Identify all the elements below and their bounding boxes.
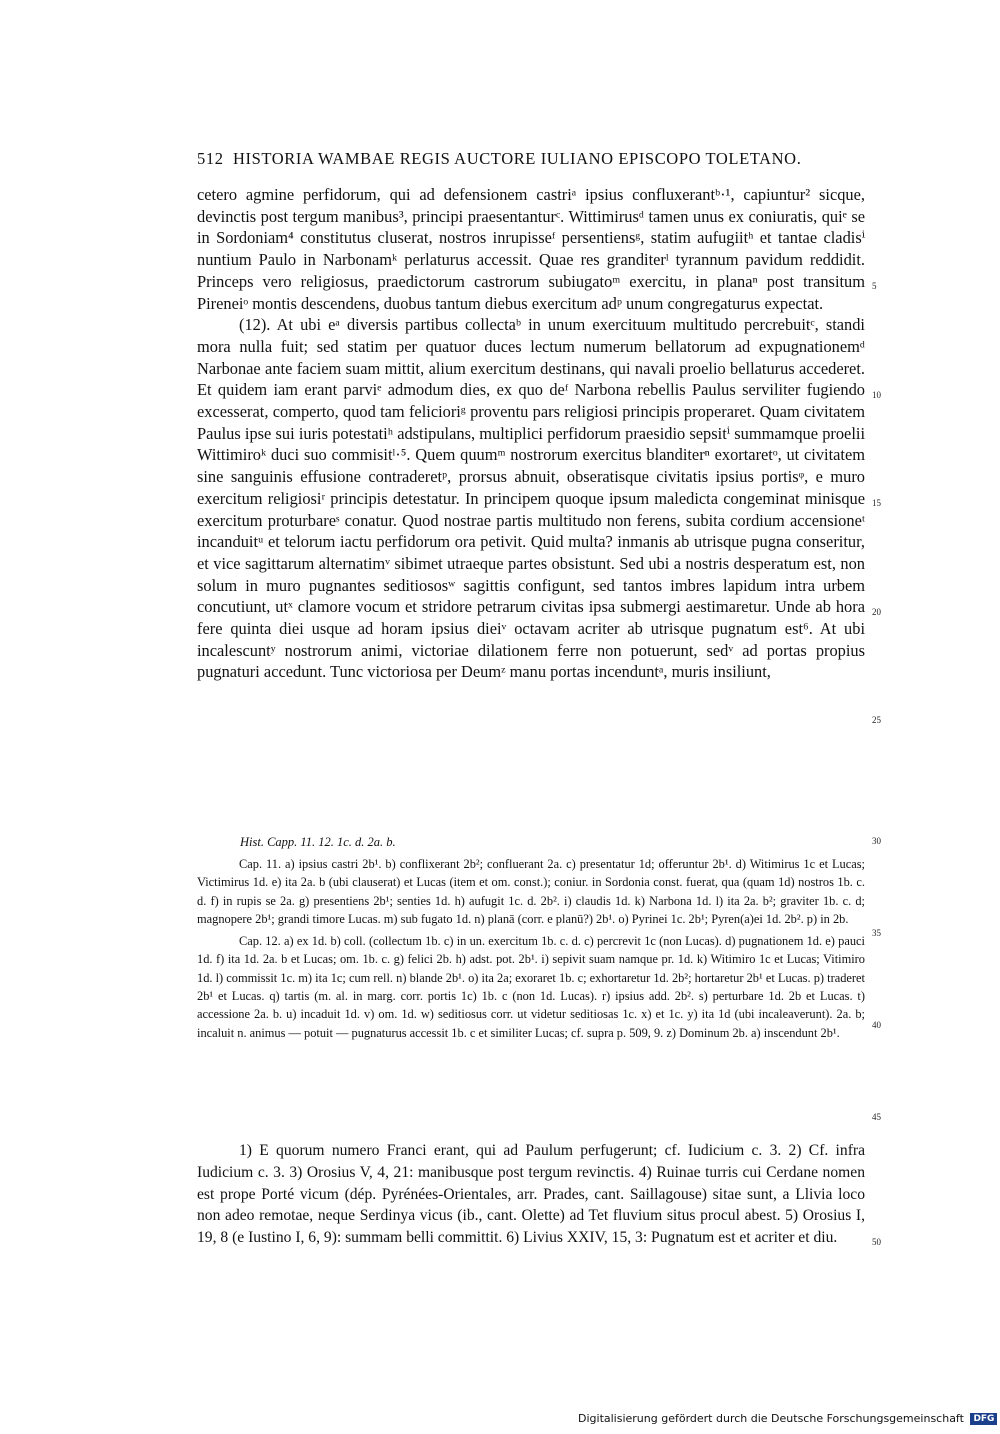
apparatus-chapter-12: Cap. 12. a) ex 1d. b) coll. (collectum 1b. c) in un. exercitum 1b. c. d. c) percrevit 1c (non Lucas). d) pugnationem 1d. e) pauci 1d. f) ita 1d. 2a. b et Lucas; om. 1b. c. g) felici 2b. h) adst. pot. 2b¹. i) sepivit suam namque pr. 1d. k) Witimiro 1c et Lucas; Vitimiro 1d. l) commissit 1c. m) ita 1c; cum rell. n) blande 2b¹. o) ita 2a; exoraret 1b. c; exhortaretur 1d. 2b²; hortaretur 2b¹ et Lucas. p) traderet 2b¹ et Lucas. q) tartis (m. al. in marg. corr. portis 1c) 1b. c (non 1d. Lucas). r) ipsius add. 2b². s) perturbare 1d. 2b et Lucas. t) accessione 2a. b. u) incaduit 1d. v) om. 1d. w) seditiosus corr. ut videtur seditiosas 1c. x) et 1c. y) ita 1d (ubi incaleaverunt). 2a. b; incaluit n. animus — potuit — pugnaturus accessit 1b. c et similiter Lucas; cf. supra p. 509, 9. z) Dominum 2b. a) inscendunt 2b¹. (197, 934, 865, 1040)
line-number: 20 (872, 607, 881, 617)
main-text (197, 184, 865, 683)
line-number: 30 (872, 836, 881, 846)
line-number: 35 (872, 928, 881, 938)
apparatus-chapter-11: Cap. 11. a) ipsius castri 2b¹. b) conflixerant 2b²; confluerant 2a. c) presentatur 1d; offeruntur 2b¹. d) Witimirus 1c et Lucas; Victimirus 1d. e) ita 2a. b (ubi clauserat) et Lucas (item et om. const.); coniur. in Sordonia const. fuerat, qua (quam 1d) nostros 1b. c. d. f) in rupis se 2a. g) presentiens 2b¹; senties 1d. h) aufugit 1c. d. 2b². i) claudis 1d. k) Narbona 1d. l) ita 2a. b²; graviter 1b. c. d; magnopere 2b¹; grandi timore Lucas. m) sub fugato 1d. n) planā (corr. e planū?) 2b¹. o) Pyrinei 1c. 2b¹; Pyren(a)ei 1d. 2b². p) in 2b. (197, 857, 865, 926)
digitization-credit (578, 1412, 997, 1425)
running-header (197, 149, 867, 169)
dfg-logo: DFG (970, 1413, 997, 1425)
page-number: 512 (197, 149, 224, 168)
credit-text: Digitalisierung gefördert durch die Deutsche Forschungsgemeinschaft (578, 1412, 964, 1425)
line-number: 15 (872, 498, 881, 508)
footnotes-text: 1) E quorum numero Franci erant, qui ad Paulum perfugerunt; cf. Iudicium c. 3. 2) Cf. infra Iudicium c. 3. 3) Orosius V, 4, 21: manibusque post tergum revinctis. 4) Ruinae turris cui Cerdane nomen est prope Porté vicum (dép. Pyrénées-Orientales, arr. Prades, cant. Saillagouse) sitae sunt, a Llivia loco non adeo remotae, neque Serdinya vicus (ib., cant. Olette) ad Tet fluvium situs procul abest. 5) Orosius I, 19, 8 (e Iustino I, 6, 9): summam belli committit. 6) Livius XXIV, 15, 3: Pugnatum est et acriter et diu. (197, 1142, 865, 1247)
line-number: 40 (872, 1020, 881, 1030)
main-paragraph: (12). At ubi eᵃ diversis partibus collectaᵇ in unum exercituum multitudo percrebuitᶜ, standi mora nulla fuit; sed statim per quatuor duces lectum numerum bellatorum ad expugnationemᵈ Narbonae ante faciem suam mittit, alium exercitum destinans, qui navali proelio bellaturus accederet. Et quidem iam erant parviᵉ admodum dies, ex quo deᶠ Narbona rebellis Paulus serviliter fugiendo excesserat, comperto, quod tam felicioriᵍ proventu pars religiosi principis properaret. Quam civitatem Paulus ipse sui iuris potestatiʰ adstipulans, multiplici perfidorum praesidio sepsitⁱ summamque proelii Wittimiroᵏ duci suo commisitˡ·⁵. Quem quumᵐ nostrorum exercitus blanditerⁿ exortaretᵒ, ut civitatem sine sanguinis effusione contraderetᵖ, prorsus abnuit, obseratisque civitatis ipsius portisᵠ, e muro exercitum religiosiʳ principis detestatur. In principem quoque ipsum maledicta congeminat minisque exercitum proturbareˢ conatur. Quod nostrae partis multitudo non ferens, subita cordium accensioneᵗ incanduitᵘ et telorum iactu perfidorum ora petivit. Quid multa? inmanis ab utrisque pugna conseritur, et vice sagittarum alternatimᵛ sibimet utraeque partes obsistunt. Sed ubi a nostris desperatum est, non solum in muro pugnantes seditiososʷ sagittis configunt, sed tantos imbres lapidum intra urbem concutiunt, utˣ clamore vocum et stridore petrarum civitas ipsa submergi aestimaretur. Unde ab hora fere quinta diei usque ad horam ipsius dieiᵛ octavam acriter ab utrisque pugnatum est⁶. At ubi incalescuntʸ nostrorum animi, victoriae dilationem ferre non potuerunt, sedᵛ ad portas propius pugnaturi accedunt. Tunc victoriosa per Deumᶻ manu portas incenduntᵃ, muris insiliunt, (197, 315, 865, 682)
critical-apparatus (197, 855, 865, 1042)
footnotes (197, 1140, 865, 1249)
line-number: 25 (872, 715, 881, 725)
line-number: 10 (872, 390, 881, 400)
line-number: 5 (872, 281, 877, 291)
line-number: 50 (872, 1237, 881, 1247)
apparatus-caption: Hist. Capp. 11. 12. 1c. d. 2a. b. (240, 835, 396, 849)
main-paragraph: cetero agmine perfidorum, qui ad defensionem castriᵃ ipsius confluxerantᵇ·¹, capiuntur² sicque, devinctis post tergum manibus³, principi praesentanturᶜ. Wittimirusᵈ tamen unus ex coniuratis, quiᵉ se in Sordoniam⁴ constitutus cluserat, nostros inrupisseᶠ persentiensᵍ, statim aufugiitʰ et tantae cladisⁱ nuntium Paulo in Narbonamᵏ perlaturus accessit. Quae res granditerˡ tyrannum pavidum reddidit. Princeps vero religiosus, praedictorum castrorum subiugatoᵐ exercitu, in planaⁿ post transitum Pireneiᵒ montis descendens, duobus tantum diebus exercitum adᵖ unum congregaturus expectat. (197, 185, 865, 313)
running-title: HISTORIA WAMBAE REGIS AUCTORE IULIANO EPISCOPO TOLETANO. (233, 149, 802, 168)
line-number: 45 (872, 1112, 881, 1122)
